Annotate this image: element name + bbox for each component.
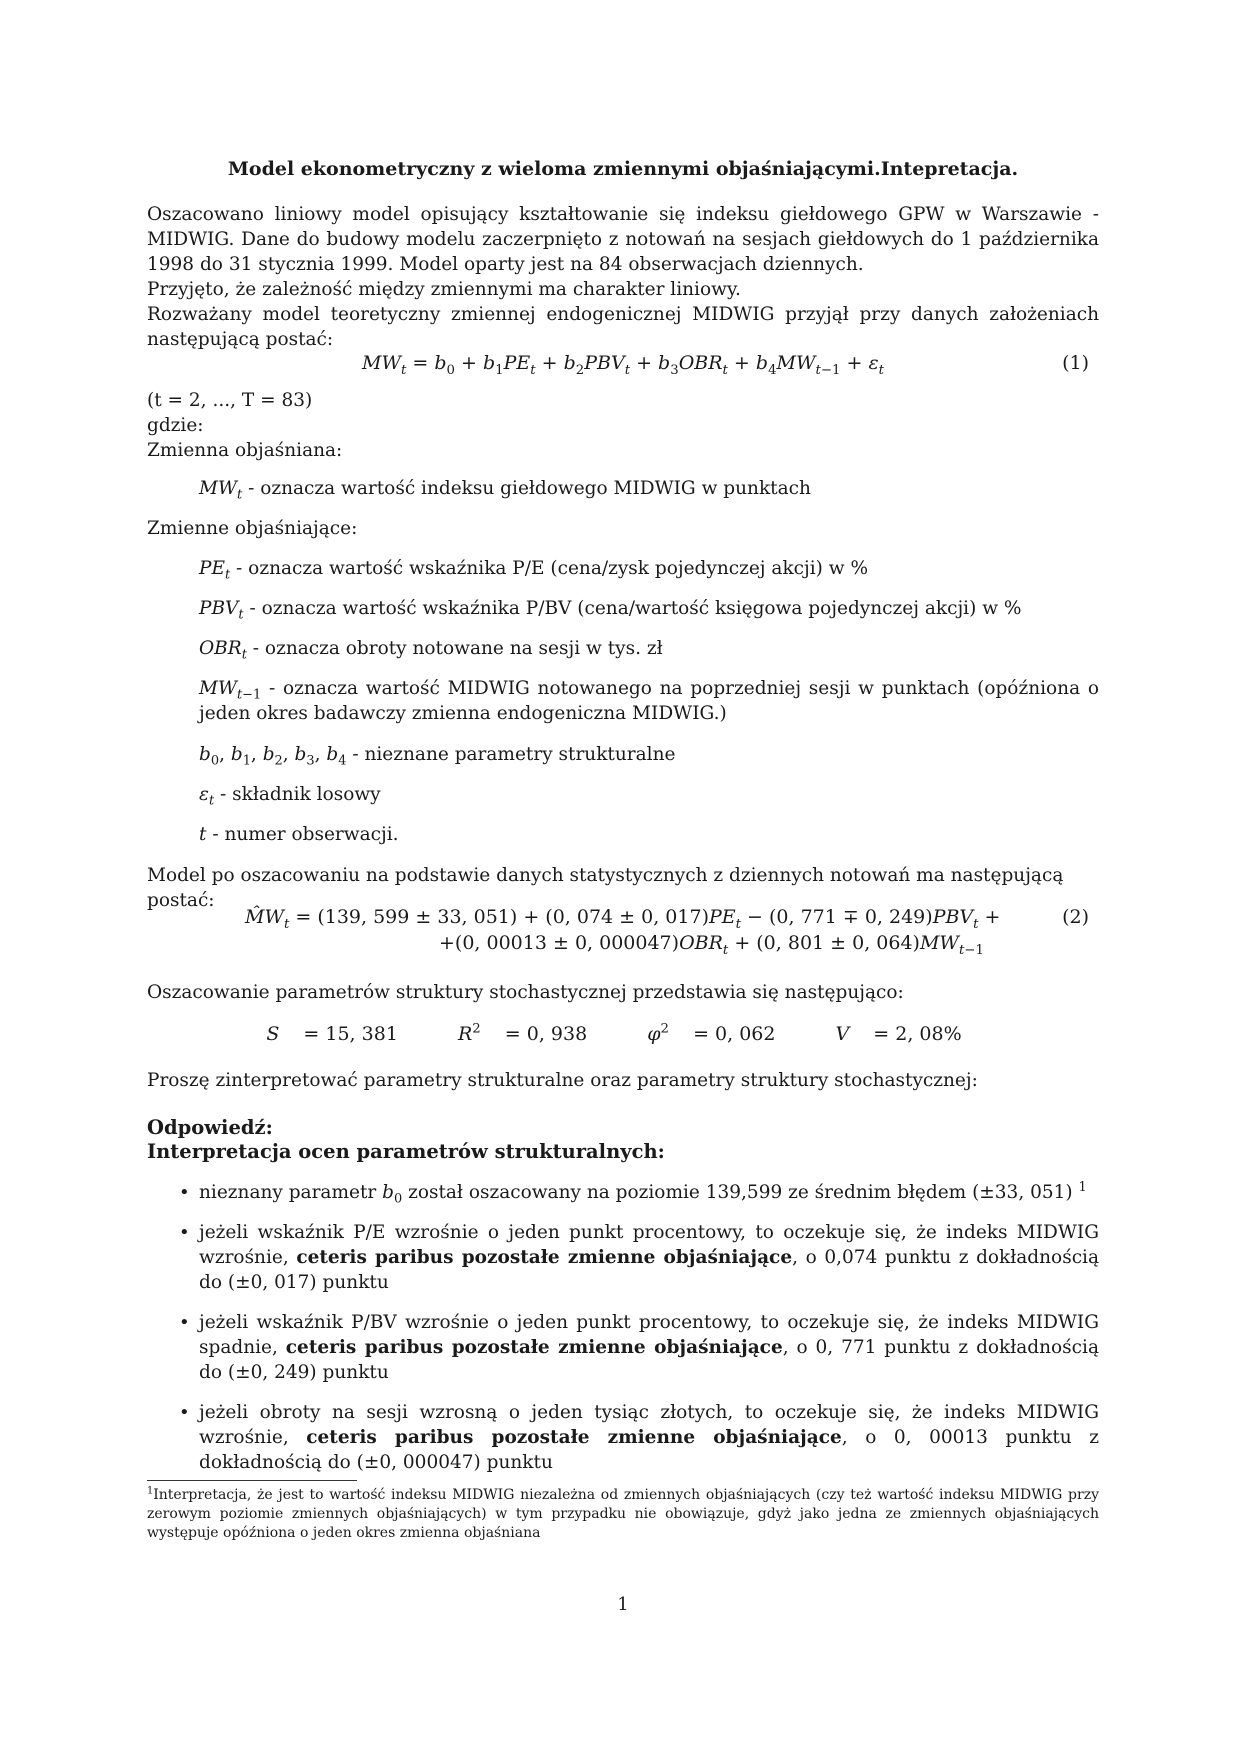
equation-2-number: (2) <box>1062 906 1089 928</box>
def-pbv: $PBV_t$ - oznacza wartość wskaźnika P/BV (cena/wartość księgowa pojedynczej akcji) w % <box>199 598 1022 623</box>
answer-item-1: • nieznany parametr $b_0$ został oszacowany na poziomie 139,599 ze średnim błędem (±33, 051) $^1$ <box>147 1180 1099 1205</box>
stat-v-value: = 2, 08% <box>873 1023 962 1045</box>
answer-2-post: , o 0,074 punktu z dokładnością do (±0, 017) punktu <box>199 1247 1099 1293</box>
def-obr: $OBR_t$ - oznacza obroty notowane na sesji w tys. zł <box>199 638 663 663</box>
answer-item-3 <box>147 1310 1099 1385</box>
answer-1-pre: nieznany parametr <box>199 1182 377 1203</box>
answer-subheading: Interpretacja ocen parametrów strukturalnych: <box>147 1140 665 1163</box>
def-eps: $\varepsilon_t$ - składnik losowy <box>199 784 381 809</box>
equation-1-number: (1) <box>1062 352 1089 374</box>
def-params-text: - nieznane parametry strukturalne <box>352 744 676 765</box>
equation-2-formula-1: $M̂W_t = (139$, 599 ± 33, 051) + (0, 074 ± 0, $017)PE_t - (0$, 771 ∓ 0, $249)PBV_t$ + <box>245 906 1001 932</box>
equation-2-part-2: − (0, 771 ∓ 0, 249) <box>747 906 933 928</box>
explained-variable-label: Zmienna objaśniana: <box>147 440 343 461</box>
estimated-intro: Model po oszacowaniu na podstawie danych statystycznych z dziennych notowań ma następującą postać: <box>147 865 1064 911</box>
answer-list <box>147 1180 1099 1490</box>
stat-r2-value: = 0, 938 <box>504 1023 588 1045</box>
def-t-text: - numer obserwacji. <box>212 824 399 845</box>
stat-v: V = 2, 08% <box>835 1023 962 1045</box>
answer-heading: Odpowiedź: <box>147 1116 273 1139</box>
index-range: (t = 2, ..., T = 83) <box>147 390 313 411</box>
stat-phi2: $\varphi^2 = 0$, 062 <box>647 1021 776 1045</box>
stat-s-value: = 15, 381 <box>303 1023 398 1045</box>
page-number: 1 <box>617 1594 629 1615</box>
def-pbv-text: - oznacza wartość wskaźnika P/BV (cena/wartość księgowa pojedynczej akcji) w % <box>249 598 1022 619</box>
footnote-mark: 1 <box>147 1485 154 1497</box>
def-t: t - numer obserwacji. <box>199 824 399 845</box>
page <box>147 0 1099 1754</box>
def-params: $b_0$, $b_1$, $b_2$, $b_3$, $b_4$ - nieznane parametry strukturalne <box>199 744 676 769</box>
intro-paragraph-2: Przyjęto, że zależność między zmiennymi ma charakter liniowy. <box>147 279 741 300</box>
equation-2-formula-2: +(0, 00013 ± 0, $000047)OBR_t + (0$, 801 ± 0, $064)MW_{t-1}$ <box>439 932 984 958</box>
answer-item-2 <box>147 1220 1099 1295</box>
answer-1-post: został oszacowany na poziomie 139,599 ze średnim błędem (±33, 051) <box>408 1182 1073 1203</box>
footnote <box>147 1486 1099 1543</box>
intro-paragraph-1: Oszacowano liniowy model opisujący kształtowanie się indeksu giełdowego GPW w Warszawie - MIDWIG. Dane do budowy modelu zaczerpnięto z notowań na sesjach giełdowych do 1 października 1998 do 31 stycznia 1999. Model oparty jest na 84 obserwacjach dziennych. <box>147 204 1099 275</box>
answer-4-pre: jeżeli obroty na sesji wzrosną o jeden tysiąc złotych, to oczekuje się, że indeks MIDWIG wzrośnie, <box>199 1402 1099 1448</box>
footnote-divider <box>147 1480 357 1481</box>
stat-phi2-value: = 0, 062 <box>693 1023 776 1045</box>
answer-2-pre: jeżeli wskaźnik P/E wzrośnie o jeden punkt procentowy, to oczekuje się, że indeks MIDWIG wzrośnie, <box>199 1222 1099 1268</box>
explanatory-variables-label: Zmienne objaśniające: <box>147 518 358 539</box>
footnote-text: Interpretacja, że jest to wartość indeksu MIDWIG niezależna od zmiennych objaśniających (czy też wartość indeksu MIDWIG przy zerowym poziomie zmiennych objaśniających) w tym przypadku nie obowiązuje, gdyż jako jedna ze zmiennych objaśniających występuje opóźniona o jeden okres zmienna objaśniana <box>147 1487 1099 1541</box>
stat-r2: $R^2 = 0$, 938 <box>457 1021 588 1045</box>
stochastic-params <box>147 1023 1099 1045</box>
intro-paragraph-3: Rozważany model teoretyczny zmiennej endogenicznej MIDWIG przyjął przy danych założeniach następującą postać: <box>147 304 1099 350</box>
document-title: Model ekonometryczny z wieloma zmiennymi objaśniającymi.Intepretacja. <box>227 158 1019 180</box>
def-mw-text: - oznacza wartość indeksu giełdowego MIDWIG w punktach <box>248 478 811 499</box>
equation-2-part-4: + (0, 801 ± 0, 064) <box>734 932 920 954</box>
request-text: Proszę zinterpretować parametry strukturalne oraz parametry struktury stochastycznej: <box>147 1070 978 1091</box>
def-obr-text: - oznacza obroty notowane na sesji w tys. zł <box>252 638 663 659</box>
def-pe-text: - oznacza wartość wskaźnika P/E (cena/zysk pojedynczej akcji) w % <box>236 558 869 579</box>
answer-3-bold: ceteris paribus pozostałe zmienne objaśniające <box>285 1337 783 1358</box>
equation-2-part-3: +(0, 00013 ± 0, 000047) <box>439 932 680 954</box>
footnote-ref: 1 <box>1078 1179 1087 1195</box>
def-eps-text: - składnik losowy <box>220 784 381 805</box>
answer-4-bold: ceteris paribus pozostałe zmienne objaśniające <box>306 1427 842 1448</box>
answer-3-pre: jeżeli wskaźnik P/BV wzrośnie o jeden punkt procentowy, to oczekuje się, że indeks MIDWIG spadnie, <box>199 1312 1099 1358</box>
equation-2-part-1: = (139, 599 ± 33, 051) + (0, 074 ± 0, 017) <box>295 906 709 928</box>
stat-s: S = 15, 381 <box>266 1023 398 1045</box>
answer-item-4 <box>147 1400 1099 1475</box>
answer-4-post: , o 0, 00013 punktu z dokładnością do (±0, 000047) punktu <box>199 1427 1099 1473</box>
equation-1-formula: $MW_t = b_0 + b_1PE_t + b_2PBV_t + b_3OBR_t + b_4MW_{t-1} + \varepsilon_t$ <box>361 352 885 378</box>
def-pe: $PE_t$ - oznacza wartość wskaźnika P/E (cena/zysk pojedynczej akcji) w % <box>199 558 869 583</box>
def-mw-lag-text: - oznacza wartość MIDWIG notowanego na poprzedniej sesji w punktach (opóźniona o jeden okres badawczy zmienna endogeniczna MIDWIG.) <box>199 678 1099 724</box>
gdzie-label: gdzie: <box>147 415 204 436</box>
answer-3-post: , o 0, 771 punktu z dokładnością do (±0, 249) punktu <box>199 1337 1099 1383</box>
def-mw-lag: $MW_{t-1}$ - oznacza wartość MIDWIG notowanego na poprzedniej sesji w punktach (opóźniona o jeden okres badawczy zmienna endogeniczna MIDWIG.) <box>199 678 1099 724</box>
def-mw: $MW_t$ - oznacza wartość indeksu giełdowego MIDWIG w punktach <box>199 478 811 503</box>
stochastic-intro: Oszacowanie parametrów struktury stochastycznej przedstawia się następująco: <box>147 982 904 1003</box>
answer-2-bold: ceteris paribus pozostałe zmienne objaśniające <box>296 1247 793 1268</box>
